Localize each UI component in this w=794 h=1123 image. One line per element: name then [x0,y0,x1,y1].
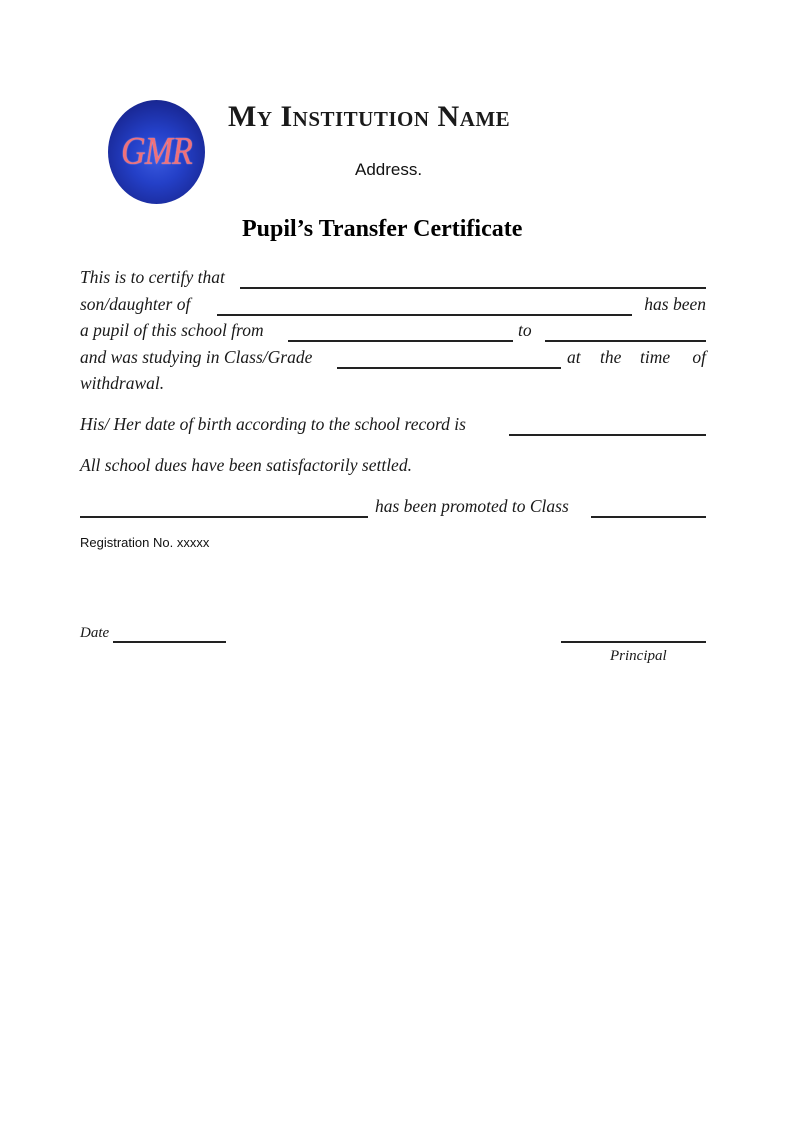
promoted-line [80,496,706,520]
class-line [80,347,706,371]
withdrawal-label: withdrawal. [80,373,165,393]
at-label: at [567,347,581,367]
institution-address: Address. [355,160,423,179]
period-line [80,320,706,344]
dob-blank[interactable] [509,434,706,436]
withdrawal-line [80,373,706,397]
institution-name: My Institution Name [228,100,511,133]
signature-blank[interactable] [561,641,706,643]
promoted-class-blank[interactable] [591,516,706,518]
class-blank[interactable] [337,367,561,369]
parent-label: son/daughter of [80,294,191,314]
to-date-blank[interactable] [545,340,706,342]
time-label: time [640,347,671,367]
to-label: to [518,320,532,340]
pupil-name-blank[interactable] [240,287,706,289]
certify-line [80,267,706,291]
promoted-name-blank[interactable] [80,516,368,518]
dob-label: His/ Her date of birth according to the school record is [80,414,466,434]
parent-name-blank[interactable] [217,314,632,316]
institution-logo [108,100,205,204]
dob-line [80,414,706,438]
has-been-label: has been [644,294,706,314]
date-label: Date [80,625,110,641]
dues-line [80,455,706,479]
principal-label: Principal [610,648,667,664]
of-label: of [692,347,706,367]
promoted-label: has been promoted to Class [375,496,569,516]
date-blank[interactable] [113,641,226,643]
registration-number: Registration No. xxxxx [80,535,210,550]
dues-label: All school dues have been satisfactorily settled. [80,455,412,475]
logo-text: GMR [121,130,192,173]
certificate-title: Pupil’s Transfer Certificate [242,216,523,242]
from-date-blank[interactable] [288,340,513,342]
class-label: and was studying in Class/Grade [80,347,313,367]
certify-label: This is to certify that [80,267,225,287]
period-label: a pupil of this school from [80,320,264,340]
parent-line [80,294,706,318]
the-label: the [600,347,622,367]
